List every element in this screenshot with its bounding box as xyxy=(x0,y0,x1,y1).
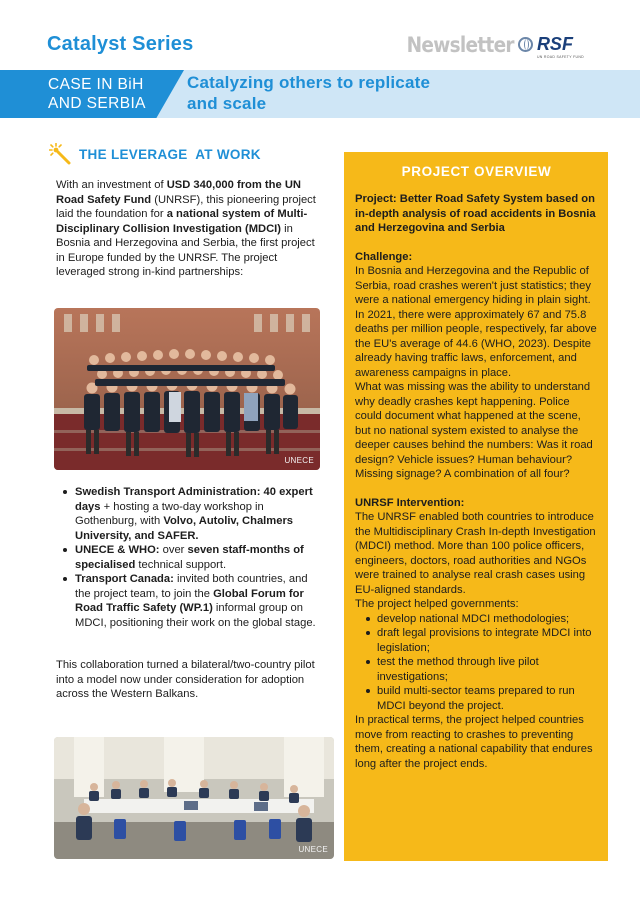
bold-run: seven staff-months of specialised xyxy=(75,544,304,571)
bold-run: UNECE & WHO: xyxy=(75,544,160,556)
list-item xyxy=(62,485,320,543)
bold-run: a national system of Multi-Disciplinary Collision Investigation (MDCI) xyxy=(56,208,308,235)
list-item: build multi-sector teams prepared to run MDCI beyond the project. xyxy=(365,684,598,713)
leverage-title: THE LEVERAGE AT WORK xyxy=(79,146,261,162)
leverage-heading xyxy=(49,143,261,165)
text-run: With an investment of xyxy=(56,179,167,191)
challenge-paragraph: In Bosnia and Herzegovina and the Republic of Serbia, road crashes weren't just statistics; they were a national emergency hiding in plain sight. In 2021, there were approximately 67 and 75.8 deaths per million people, respectively, far above the EU's average of 44.6 (WHO, 2023). Despite already having traffic laws, enforcement, and awareness campaigns in place. xyxy=(355,265,597,379)
text-run: invited both countries, and the project team, to join the xyxy=(75,573,308,600)
intervention-paragraph: The project helped governments: xyxy=(355,598,519,610)
lever-sparkle-icon xyxy=(49,143,71,165)
case-label: CASE IN BiH AND SERBIA xyxy=(48,76,146,112)
case-banner xyxy=(0,70,640,118)
text-run: + hosting a two-day workshop in Gothenburg, with xyxy=(75,500,264,527)
project-overview-panel xyxy=(344,152,608,861)
list-item: draft legal provisions to integrate MDCI into legislation; xyxy=(365,626,598,655)
bold-run: USD 340,000 from the UN Road Safety Fund xyxy=(56,179,301,206)
text-run: technical support. xyxy=(135,558,227,571)
list-item: test the method through live pilot investigations; xyxy=(365,655,598,684)
photo-credit: UNECE xyxy=(284,456,314,465)
banner-headline: Catalyzing others to replicate and scale xyxy=(187,73,431,113)
group-photo xyxy=(54,308,320,470)
intervention-paragraph: In practical terms, the project helped countries move from reacting to crashes to preventing them, creating a national capability that endures long after the project ends. xyxy=(355,714,593,770)
leverage-intro xyxy=(56,178,318,280)
list-item xyxy=(62,572,320,630)
text-run: in Bosnia and Herzegovina and Serbia, the first project in Europe funded by the UNRSF. The project leveraged strong in-kind partnerships: xyxy=(56,222,315,278)
challenge-heading: Challenge: xyxy=(355,250,413,263)
bold-run: Volvo, Autoliv, Chalmers University, and SAFER. xyxy=(75,515,294,542)
series-title: Catalyst Series xyxy=(47,33,194,55)
text-run: informal group on MDCI, positioning their work on the global stage. xyxy=(75,602,316,629)
project-name: Project: Better Road Safety System based on in-depth analysis of road accidents in Bosnia and Herzegovina and Serbia xyxy=(355,193,596,234)
partner-list xyxy=(62,485,320,630)
intervention-heading: UNRSF Intervention: xyxy=(355,496,465,509)
bold-run: Transport Canada: xyxy=(75,573,174,585)
bold-run: Global Forum for Road Traffic Safety (WP.1) xyxy=(75,587,304,614)
leverage-outro: This collaboration turned a bilateral/two-country pilot into a model now under consideration for adoption across the Western Balkans. xyxy=(56,659,315,700)
overview-title: PROJECT OVERVIEW xyxy=(401,164,552,179)
bold-run: Swedish Transport Administration: 40 expert days xyxy=(75,486,313,513)
list-item: develop national MDCI methodologies; xyxy=(365,612,598,627)
list-item xyxy=(62,543,320,572)
rsf-logo-text: RSF xyxy=(536,34,573,54)
text-run: (UNRSF), this pioneering project laid the foundation for xyxy=(56,193,316,220)
rsf-logo-subtitle: UN ROAD SAFETY FUND xyxy=(536,55,584,59)
workshop-photo xyxy=(54,737,334,859)
intervention-list xyxy=(355,612,598,714)
text-run: over xyxy=(159,544,188,556)
newsletter-logo xyxy=(392,33,584,59)
intervention-paragraph: The UNRSF enabled both countries to introduce the Multidisciplinary Crash In-depth Investigation (MDCI) method. More than 100 police officers, engineers, doctors, road authorities and NGOs were trained to analyse real crash cases using EU-aligned standards. xyxy=(355,511,596,596)
photo-credit: UNECE xyxy=(298,845,328,854)
challenge-paragraph: What was missing was the ability to understand why deadly crashes kept happening. Police could document what happened at the scene, but no national system existed to analyse the deeper causes behind the numbers: Was it road design? Vehicle issues? Human behaviour? Missing signage? A combination of all four? xyxy=(355,381,593,480)
rsf-logo xyxy=(537,33,584,59)
un-globe-icon xyxy=(518,37,533,52)
newsletter-wordmark: Newsletter xyxy=(406,33,514,57)
